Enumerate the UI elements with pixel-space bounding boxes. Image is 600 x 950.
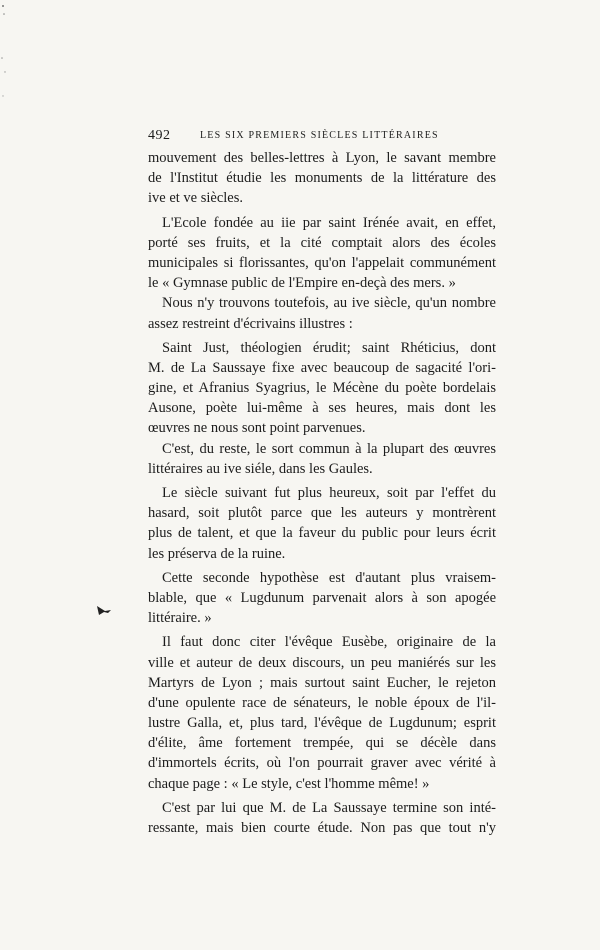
- text-line: Martyrs de Lyon ; mais surtout saint Eucher, le rejeton: [148, 674, 496, 691]
- text-line: d'une opulente race de sénateurs, le noble époux de l'il-: [148, 694, 496, 711]
- text-line: Saint Just, théologien érudit; saint Rhéticius, dont: [162, 339, 496, 356]
- body-text: [148, 148, 496, 838]
- page-number: 492: [148, 128, 171, 143]
- text-line: hasard, soit plutôt parce que les auteurs y montrèrent: [148, 505, 496, 522]
- margin-mark-icon: [96, 604, 112, 616]
- running-title: LES SIX PREMIERS SIÈCLES LITTÉRAIRES: [200, 130, 439, 141]
- text-line: ville et auteur de deux discours, un peu maniérés sur les: [148, 654, 496, 671]
- text-line: mouvement des belles-lettres à Lyon, le savant membre: [148, 150, 496, 166]
- text-line: Cette seconde hypothèse est d'autant plus vraisem-: [162, 569, 496, 586]
- text-line: le « Gymnase public de l'Empire en-deçà des mers. »: [148, 275, 456, 292]
- text-line: plus de talent, et que la faveur du public pour leurs écrit: [148, 525, 496, 542]
- text-line: ressante, mais bien courte étude. Non pas que tout n'y: [148, 820, 496, 836]
- text-line: Ausone, poète lui-même à ses heures, mais dont les: [148, 400, 496, 417]
- text-line: L'Ecole fondée au iie par saint Irénée avait, en effet,: [162, 214, 496, 231]
- text-line: C'est, du reste, le sort commun à la plupart des œuvres: [162, 440, 496, 457]
- text-line: assez restreint d'écrivains illustres :: [148, 315, 353, 332]
- text-line: gine, et Afranius Syagrius, le Mécène du poète bordelais: [148, 380, 496, 397]
- text-line: d'immortels écrits, où l'on pourrait graver avec vérité à: [148, 755, 496, 772]
- text-line: M. de La Saussaye fixe avec beaucoup de sagacité l'ori-: [148, 359, 496, 376]
- text-line: lustre Galla, et, plus tard, l'évêque de Lugdunum; esprit: [148, 715, 496, 732]
- text-line: C'est par lui que M. de La Saussaye termine son inté-: [162, 799, 496, 816]
- text-line: d'élite, âme fortement trempée, qui se décèle dans: [148, 735, 496, 752]
- text-line: ive et ve siècles.: [148, 190, 244, 207]
- text-line: de l'Institut étudie les monuments de la littérature des: [148, 170, 496, 187]
- text-line: Le siècle suivant fut plus heureux, soit par l'effet du: [162, 485, 496, 501]
- text-line: Il faut donc citer l'évêque Eusèbe, originaire de la: [162, 634, 496, 651]
- text-line: les préserva de la ruine.: [148, 545, 286, 562]
- text-line: municipales si florissantes, qu'on l'appelait communément: [148, 254, 496, 271]
- text-line: porté ses fruits, et la cité comptait alors des écoles: [148, 234, 496, 251]
- text-line: blable, que « Lugdunum parvenait alors à son apogée: [148, 589, 496, 606]
- page-header: [148, 128, 508, 148]
- text-line: œuvres ne nous sont point parvenues.: [148, 420, 366, 437]
- text-line: Nous n'y trouvons toutefois, au ive siècle, qu'un nombre: [162, 295, 496, 312]
- text-line: littéraire. »: [148, 610, 212, 627]
- text-line: littéraires au ive siéle, dans les Gaules.: [148, 460, 373, 477]
- page-edge-specks: [0, 0, 10, 110]
- text-line: chaque page : « Le style, c'est l'homme même! »: [148, 775, 430, 792]
